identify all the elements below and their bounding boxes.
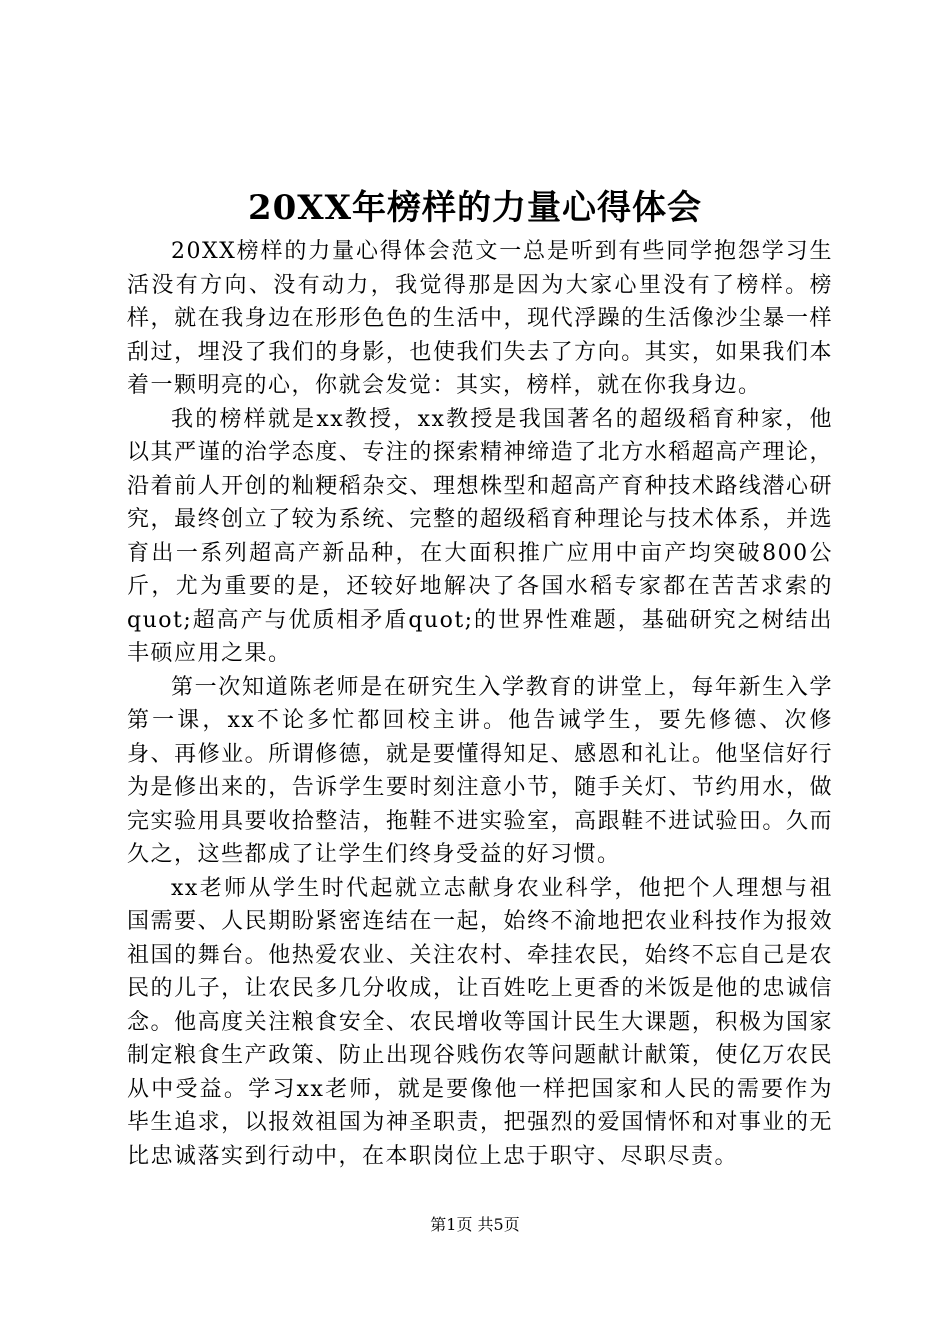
page-footer: 第1页 共5页 — [430, 1215, 520, 1234]
document-title: 20XX年榜样的力量心得体会 — [247, 188, 703, 228]
paragraph-2: 我的榜样就是xx教授，xx教授是我国著名的超级稻育种家，他以其严谨的治学态度、专注的探索精神缔造了北方水稻超高产理论，沿着前人开创的籼粳稻杂交、理想株型和超高产育种技术路线潜心研究，最终创立了较为系统、完整的超级稻育种理论与技术体系，并选育出一系列超高产新品种，在大面积推广应用中亩产均突破800公斤，尤为重要的是，还较好地解决了各国水稻专家都在苦苦求索的quot;超高产与优质相矛盾quot;的世界性难题，基础研究之树结出丰硕应用之果。 — [127, 406, 833, 666]
paragraph-3: 第一次知道陈老师是在研究生入学教育的讲堂上，每年新生入学第一课，xx不论多忙都回校主讲。他告诫学生，要先修德、次修身、再修业。所谓修德，就是要懂得知足、感恩和礼让。他坚信好行为是修出来的，告诉学生要时刻注意小节，随手关灯、节约用水，做完实验用具要收拾整洁，拖鞋不进实验室，高跟鞋不进试验田。久而久之，这些都成了让学生们终身受益的好习惯。 — [127, 674, 833, 867]
document-body — [127, 235, 833, 1173]
paragraph-1: 20XX榜样的力量心得体会范文一总是听到有些同学抱怨学习生活没有方向、没有动力，我觉得那是因为大家心里没有了榜样。榜样，就在我身边在形形色色的生活中，现代浮躁的生活像沙尘暴一样刮过，埋没了我们的身影，也使我们失去了方向。其实，如果我们本着一颗明亮的心，你就会发觉：其实，榜样，就在你我身边。 — [127, 239, 833, 398]
paragraph-4: xx老师从学生时代起就立志献身农业科学，他把个人理想与祖国需要、人民期盼紧密连结在一起，始终不渝地把农业科技作为报效祖国的舞台。他热爱农业、关注农村、牵挂农民，始终不忘自己是农民的儿子，让农民多几分收成，让百姓吃上更香的米饭是他的忠诚信念。他高度关注粮食安全、农民增收等国计民生大课题，积极为国家制定粮食生产政策、防止出现谷贱伤农等问题献计献策，使亿万农民从中受益。学习xx老师，就是要像他一样把国家和人民的需要作为毕生追求，以报效祖国为神圣职责，把强烈的爱国情怀和对事业的无比忠诚落实到行动中，在本职岗位上忠于职守、尽职尽责。 — [127, 875, 833, 1169]
